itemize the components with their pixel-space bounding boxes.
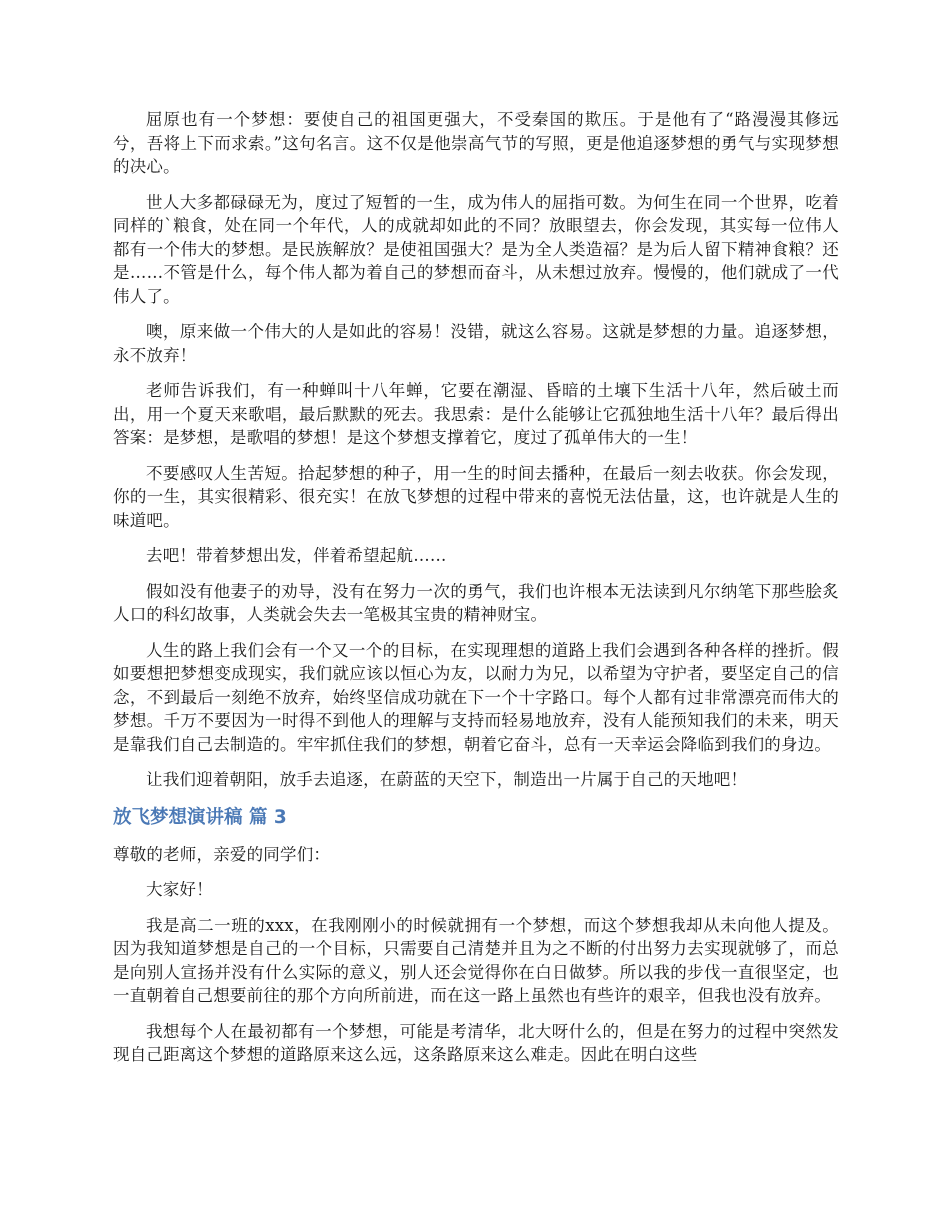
paragraph-life-road: 人生的路上我们会有一个又一个的目标，在实现理想的道路上我们会遇到各种各样的挫折。假如要想把梦想变成现实，我们就应该以恒心为友，以耐力为兄，以希望为守护者，要坚定自己的信念，不到最后一刻绝不放弃，始终坚信成功就在下一个十字路口。每个人都有过非常漂亮而伟大的梦想。千万不要因为一时得不到他人的理解与支持而轻易地放弃，没有人能预知我们的未来，明天是靠我们自己去制造的。牢牢抓住我们的梦想，朝着它奋斗，总有一天幸运会降临到我们的身边。 bbox=[113, 640, 839, 754]
paragraph-life-short: 不要感叹人生苦短。拾起梦想的种子，用一生的时间去播种，在最后一刻去收获。你会发现，你的一生，其实很精彩、很充实！在放飞梦想的过程中带来的喜悦无法估量，这，也许就是人生的味道吧。 bbox=[113, 463, 839, 530]
section-heading: 放飞梦想演讲稿 篇 3 bbox=[113, 806, 287, 828]
salutation: 尊敬的老师，亲爱的同学们： bbox=[113, 844, 331, 864]
paragraph-greeting: 大家好！ bbox=[146, 880, 213, 899]
paragraph-quyuan: 屈原也有一个梦想：要使自己的祖国更强大，不受秦国的欺压。于是他有了“路漫漫其修远兮，吾将上下而求索。”这句名言。这不仅是他崇高气节的写照，更是他追逐梦想的勇气与实现梦想的决心。 bbox=[113, 110, 839, 176]
paragraph-everyone-dream: 我想每个人在最初都有一个梦想，可能是考清华，北大呀什么的，但是在努力的过程中突然发现自己距离这个梦想的道路原来这么远，这条路原来这么难走。因此在明白这些 bbox=[113, 1021, 839, 1064]
document-page bbox=[113, 108, 839, 1079]
paragraph-power-of-dream: 噢，原来做一个伟大的人是如此的容易！没错，就这么容易。这就是梦想的力量。追逐梦想，永不放弃！ bbox=[113, 322, 839, 365]
paragraph-great-people: 世人大多都碌碌无为，度过了短暂的一生，成为伟人的屈指可数。为何生在同一个世界，吃着同样的`粮食，处在同一个年代，人的成就却如此的不同？放眼望去，你会发现，其实每一位伟人都有一个伟大的梦想。是民族解放？是使祖国强大？是为全人类造福？是为后人留下精神食粮？还是……不管是什么，每个伟人都为着自己的梦想而奋斗，从未想过放弃。慢慢的，他们就成了一代伟人了。 bbox=[113, 192, 839, 306]
paragraph-verne: 假如没有他妻子的劝导，没有在努力一次的勇气，我们也许根本无法读到凡尔纳笔下那些脍炙人口的科幻故事，人类就会失去一笔极其宝贵的精神财宝。 bbox=[113, 581, 839, 624]
paragraph-cicada: 老师告诉我们，有一种蝉叫十八年蝉，它要在潮湿、昏暗的土壤下生活十八年，然后破土而出，用一个夏天来歌唱，最后默默的死去。我思索：是什么能够让它孤独地生活十八年？最后得出答案：是梦想，是歌唱的梦想！是这个梦想支撑着它，度过了孤单伟大的一生！ bbox=[113, 381, 839, 447]
paragraph-closing: 让我们迎着朝阳，放手去追逐，在蔚蓝的天空下，制造出一片属于自己的天地吧！ bbox=[146, 770, 748, 789]
paragraph-introduction: 我是高二一班的xxx，在我刚刚小的时候就拥有一个梦想，而这个梦想我却从未向他人提及。因为我知道梦想是自己的一个目标，只需要自己清楚并且为之不断的付出努力去实现就够了，而总是向别人宣扬并没有什么实际的意义，别人还会觉得你在白日做梦。所以我的步伐一直很坚定，也一直朝着自己想要前往的那个方向所前进，而在这一路上虽然也有些许的艰辛，但我也没有放弃。 bbox=[113, 915, 839, 1005]
paragraph-set-off: 去吧！带着梦想出发，伴着希望起航…… bbox=[146, 546, 447, 565]
